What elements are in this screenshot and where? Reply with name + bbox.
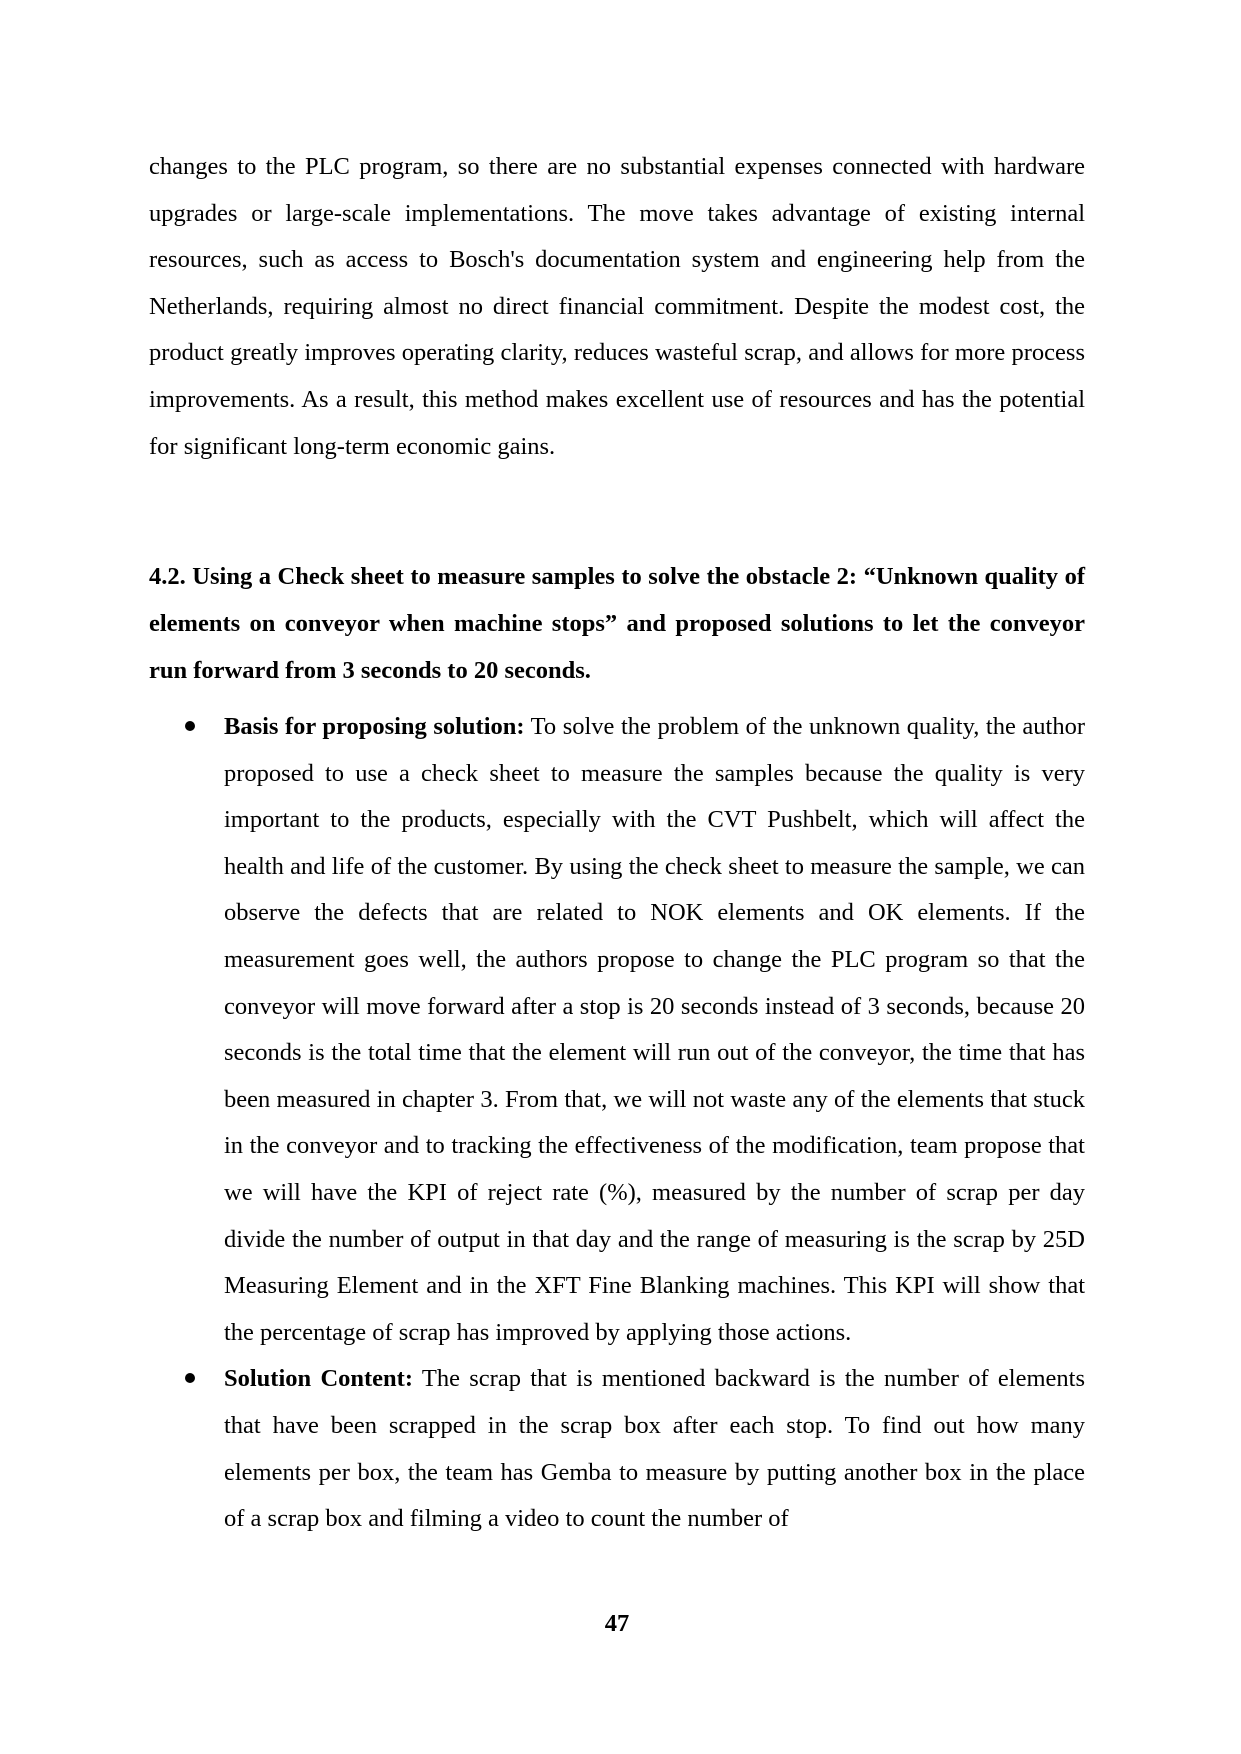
bullet-label: Basis for proposing solution:: [224, 713, 525, 740]
document-page: [149, 0, 1085, 1754]
bullet-item-basis: [149, 704, 1085, 1356]
body-paragraph: changes to the PLC program, so there are no substantial expenses connected with hardware upgrades or large-scale implementations. The move takes advantage of existing internal resources, such as access to Bosch's documentation system and engineering help from the Netherlands, requiring almost no direct financial commitment. Despite the modest cost, the product greatly improves operating clarity, reduces wasteful scrap, and allows for more process improvements. As a result, this method makes excellent use of resources and has the potential for significant long-term economic gains.: [149, 153, 1085, 460]
bullet-text: The scrap that is mentioned backward is the number of elements that have been scrapped in the scrap box after each stop. To find out how many elements per box, the team has Gemba to measure by putting another box in the place of a scrap box and filming a video to count the number of: [224, 1365, 1085, 1533]
bullet-text: To solve the problem of the unknown quality, the author proposed to use a check sheet to measure the samples because the quality is very important to the products, especially with the CVT Pushbelt, which will affect the health and life of the customer. By using the check sheet to measure the sample, we can observe the defects that are related to NOK elements and OK elements. If the measurement goes well, the authors propose to change the PLC program so that the conveyor will move forward after a stop is 20 seconds instead of 3 seconds, because 20 seconds is the total time that the element will run out of the conveyor, the time that has been measured in chapter 3. From that, we will not waste any of the elements that stuck in the conveyor and to tracking the effectiveness of the modification, team propose that we will have the KPI of reject rate (%), measured by the number of scrap per day divide the number of output in that day and the range of measuring is the scrap by 25D Measuring Element and in the XFT Fine Blanking machines. This KPI will show that the percentage of scrap has improved by applying those actions.: [224, 713, 1085, 1346]
bullet-label: Solution Content:: [224, 1365, 413, 1393]
bullet-list: [149, 704, 1085, 1543]
bullet-icon: [185, 721, 195, 731]
page-number: 47: [604, 1610, 630, 1637]
section-heading: 4.2. Using a Check sheet to measure samples to solve the obstacle 2: “Unknown quality of elements on conveyor when machine stops” and proposed solutions to let the conveyor run forward from 3 seconds to 20 seconds.: [149, 563, 1085, 684]
bullet-item-solution: [149, 1356, 1085, 1542]
bullet-icon: [185, 1373, 195, 1383]
